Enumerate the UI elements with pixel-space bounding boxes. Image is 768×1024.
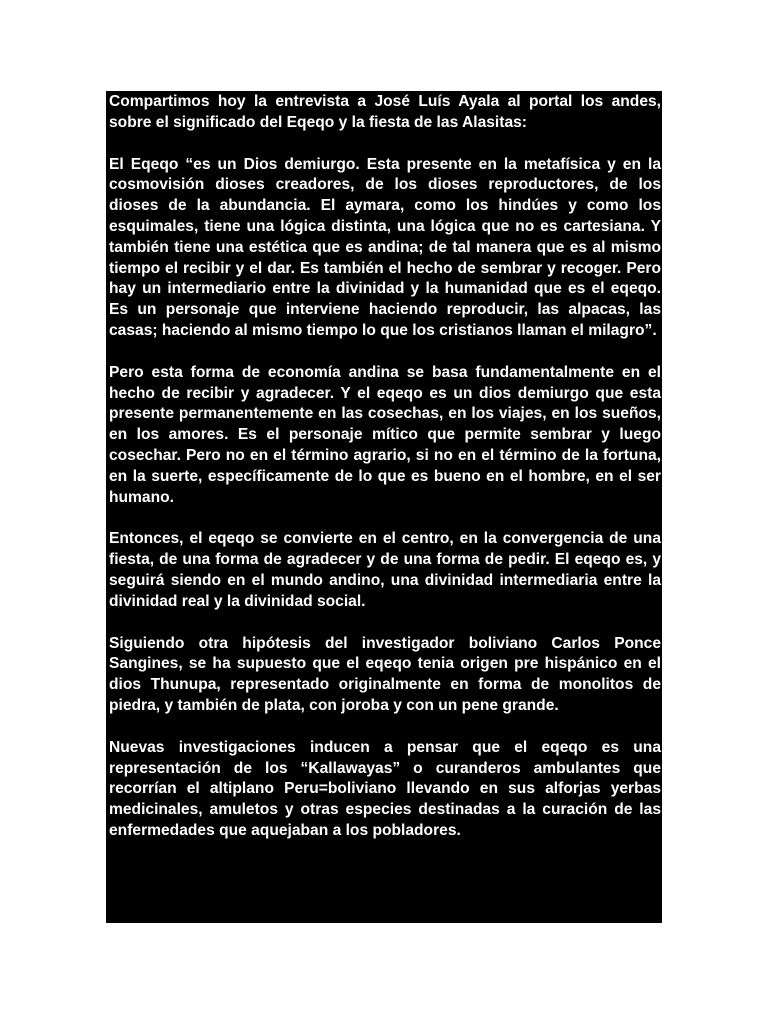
- paragraph-andean-economy: Pero esta forma de economía andina se basa fundamentalmente en el hecho de recibir y agradecer. Y el eqeqo es un dios demiurgo que esta presente permanentemente en las cosechas, en los viajes, en los sueños, en los amores. Es el personaje mítico que permite sembrar y luego cosechar. Pero no en el término agrario, si no en el término de la fortuna, en la suerte, específicamente de lo que es bueno en el hombre, en el ser humano.: [109, 363, 661, 506]
- paragraph-intro: Compartimos hoy la entrevista a José Luís Ayala al portal los andes, sobre el significado del Eqeqo y la fiesta de las Alasitas:: [109, 93, 661, 131]
- paragraph-convergence: Entonces, el eqeqo se convierte en el centro, en la convergencia de una fiesta, de una forma de agradecer y de una forma de pedir. El eqeqo es, y seguirá siendo en el mundo andino, una divinidad intermediaria entre la divinidad real y la divinidad social.: [109, 530, 661, 610]
- document-page: [106, 91, 662, 923]
- paragraph-kallawayas: Nuevas investigaciones inducen a pensar que el eqeqo es una representación de los “Kallawayas” o curanderos ambulantes que recorrían el altiplano Peru=boliviano llevando en sus alforjas yerbas medicinales, amuletos y otras especies destinadas a la curación de las enfermedades que aquejaban a los pobladores.: [109, 738, 661, 839]
- paragraph-thunupa-hypothesis: Siguiendo otra hipótesis del investigador boliviano Carlos Ponce Sangines, se ha supuesto que el eqeqo tenia origen pre hispánico en el dios Thunupa, representado originalmente en forma de monolitos de piedra, y también de plata, con joroba y con un pene grande.: [109, 634, 661, 714]
- paragraph-eqeqo-definition: El Eqeqo “es un Dios demiurgo. Esta presente en la metafísica y en la cosmovisión dioses creadores, de los dioses reproductores, de los dioses de la abundancia. El aymara, como los hindúes y como los esquimales, tiene una lógica distinta, una lógica que no es cartesiana. Y también tiene una estética que es andina; de tal manera que es al mismo tiempo el recibir y el dar. Es también el hecho de sembrar y recoger. Pero hay un intermediario entre la divinidad y la humanidad que es el eqeqo. Es un personaje que interviene haciendo reproducir, las alpacas, las casas; haciendo al mismo tiempo lo que los cristianos llaman el milagro”.: [109, 155, 661, 339]
